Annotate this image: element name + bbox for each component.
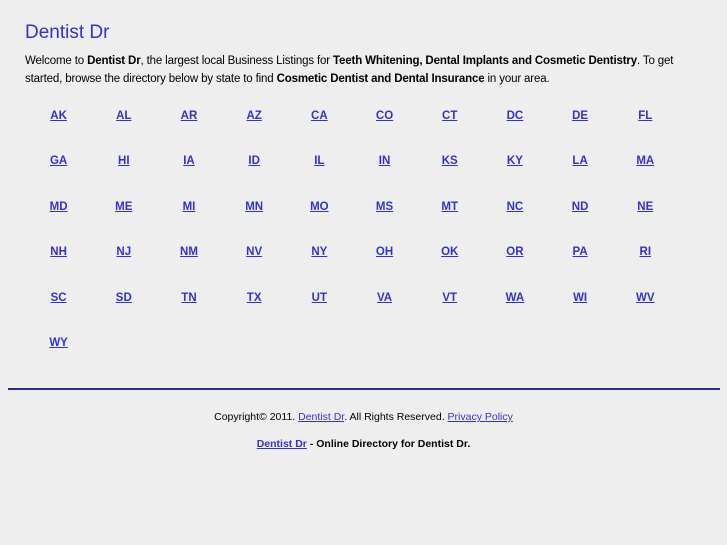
- copyright-text: Copyright© 2011.: [214, 411, 299, 423]
- state-cell: [417, 199, 482, 244]
- state-cell: [287, 108, 352, 153]
- state-link-ia[interactable]: IA: [183, 155, 195, 168]
- state-cell: [613, 290, 678, 335]
- state-link-ks[interactable]: KS: [441, 155, 458, 168]
- state-link-tx[interactable]: TX: [246, 291, 262, 304]
- privacy-policy-link[interactable]: Privacy Policy: [447, 411, 513, 423]
- state-cell: [91, 153, 156, 198]
- footer-tagline: [0, 437, 727, 451]
- state-link-mo[interactable]: MO: [310, 200, 329, 213]
- state-link-ky[interactable]: KY: [506, 155, 523, 168]
- state-cell: [222, 153, 287, 198]
- state-cell: [156, 290, 221, 335]
- state-link-de[interactable]: DE: [572, 110, 589, 122]
- state-cell: [222, 108, 287, 153]
- state-cell: [613, 199, 678, 244]
- state-cell: [91, 244, 156, 289]
- state-cell: [548, 244, 613, 289]
- state-link-wi[interactable]: WI: [573, 291, 588, 304]
- state-cell: [613, 244, 678, 289]
- state-link-mn[interactable]: MN: [245, 200, 264, 213]
- state-cell: [482, 153, 547, 198]
- state-link-nj[interactable]: NJ: [116, 246, 132, 259]
- state-link-ut[interactable]: UT: [311, 291, 328, 304]
- state-link-wa[interactable]: WA: [505, 291, 525, 304]
- intro-text: , the largest local Business Listings for: [140, 55, 334, 67]
- state-link-ri[interactable]: RI: [639, 246, 652, 259]
- footer-divider: [8, 388, 720, 390]
- state-link-pa[interactable]: PA: [572, 246, 588, 259]
- state-cell: [222, 244, 287, 289]
- state-link-sc[interactable]: SC: [50, 291, 67, 304]
- intro-services: Teeth Whitening, Dental Implants and Cosmetic Dentistry: [333, 55, 638, 67]
- state-cell: [482, 108, 547, 153]
- state-link-mt[interactable]: MT: [441, 200, 459, 213]
- state-cell: [91, 108, 156, 153]
- site-title: Dentist Dr: [25, 22, 110, 43]
- state-link-oh[interactable]: OH: [375, 246, 394, 259]
- state-link-me[interactable]: ME: [115, 200, 133, 213]
- state-link-fl[interactable]: FL: [638, 110, 653, 122]
- state-cell: [482, 199, 547, 244]
- footer-site-link[interactable]: Dentist Dr: [298, 411, 345, 423]
- state-link-ma[interactable]: MA: [636, 155, 655, 168]
- state-link-id[interactable]: ID: [248, 155, 260, 168]
- state-cell: [352, 244, 417, 289]
- state-cell: [222, 290, 287, 335]
- state-link-or[interactable]: OR: [506, 246, 524, 259]
- state-link-nm[interactable]: NM: [180, 246, 198, 259]
- state-link-la[interactable]: LA: [572, 155, 588, 168]
- state-link-al[interactable]: AL: [116, 110, 132, 122]
- state-cell: [352, 153, 417, 198]
- state-cell: [613, 153, 678, 198]
- state-cell: [222, 199, 287, 244]
- state-link-md[interactable]: MD: [49, 200, 68, 213]
- state-link-az[interactable]: AZ: [246, 110, 262, 122]
- state-link-nd[interactable]: ND: [571, 200, 589, 213]
- state-cell: [548, 108, 613, 153]
- state-link-dc[interactable]: DC: [506, 110, 524, 122]
- state-cell: [91, 199, 156, 244]
- state-link-wy[interactable]: WY: [49, 336, 68, 349]
- state-cell: [548, 199, 613, 244]
- state-cell: [26, 199, 91, 244]
- state-cell: [287, 153, 352, 198]
- state-link-sd[interactable]: SD: [115, 291, 132, 304]
- state-link-vt[interactable]: VT: [442, 291, 458, 304]
- state-link-nv[interactable]: NV: [246, 246, 263, 259]
- state-cell: [548, 290, 613, 335]
- tagline-text: - Online Directory for Dentist Dr.: [306, 438, 471, 450]
- state-cell: [26, 108, 91, 153]
- state-link-ak[interactable]: AK: [50, 110, 67, 122]
- state-link-wv[interactable]: WV: [636, 291, 655, 304]
- state-link-nh[interactable]: NH: [50, 246, 67, 259]
- state-cell: [287, 244, 352, 289]
- state-link-ok[interactable]: OK: [441, 246, 459, 259]
- state-link-va[interactable]: VA: [376, 291, 393, 304]
- state-cell: [156, 199, 221, 244]
- state-cell: [156, 153, 221, 198]
- state-cell: [417, 108, 482, 153]
- state-cell: [156, 244, 221, 289]
- state-cell: [156, 108, 221, 153]
- state-directory: [26, 108, 678, 380]
- intro-find-items: Cosmetic Dentist and Dental Insurance: [276, 73, 485, 85]
- state-cell: [352, 199, 417, 244]
- footer-copyright: [0, 410, 727, 424]
- rights-text: . All Rights Reserved.: [344, 411, 448, 423]
- state-cell: [287, 199, 352, 244]
- state-cell: [26, 335, 91, 380]
- state-cell: [417, 244, 482, 289]
- state-cell: [91, 290, 156, 335]
- state-cell: [482, 290, 547, 335]
- intro-site-name: Dentist Dr: [87, 55, 141, 67]
- state-link-mi[interactable]: MI: [182, 200, 196, 213]
- state-cell: [26, 244, 91, 289]
- state-link-ga[interactable]: GA: [49, 155, 68, 168]
- state-link-ne[interactable]: NE: [637, 200, 654, 213]
- state-link-il[interactable]: IL: [314, 155, 325, 168]
- state-cell: [26, 290, 91, 335]
- state-cell: [26, 153, 91, 198]
- state-link-ar[interactable]: AR: [180, 110, 198, 122]
- state-cell: [482, 244, 547, 289]
- state-link-in[interactable]: IN: [378, 155, 391, 168]
- state-link-ny[interactable]: NY: [311, 246, 328, 259]
- intro-text: . To get started, browse the directory below by state to find: [25, 55, 674, 85]
- state-cell: [548, 153, 613, 198]
- state-cell: [417, 153, 482, 198]
- state-link-nc[interactable]: NC: [506, 200, 524, 213]
- state-link-co[interactable]: CO: [375, 110, 394, 122]
- state-link-ca[interactable]: CA: [311, 110, 328, 122]
- state-link-ct[interactable]: CT: [442, 110, 458, 122]
- tagline-site-link[interactable]: Dentist Dr: [256, 438, 307, 450]
- state-cell: [287, 290, 352, 335]
- intro-paragraph: [25, 52, 695, 88]
- intro-text: in your area.: [484, 73, 550, 85]
- state-link-tn[interactable]: TN: [181, 291, 197, 304]
- state-link-ms[interactable]: MS: [375, 200, 394, 213]
- state-cell: [352, 108, 417, 153]
- state-cell: [352, 290, 417, 335]
- state-cell: [417, 290, 482, 335]
- state-link-hi[interactable]: HI: [118, 155, 130, 168]
- state-cell: [613, 108, 678, 153]
- intro-text: Welcome to: [25, 55, 88, 67]
